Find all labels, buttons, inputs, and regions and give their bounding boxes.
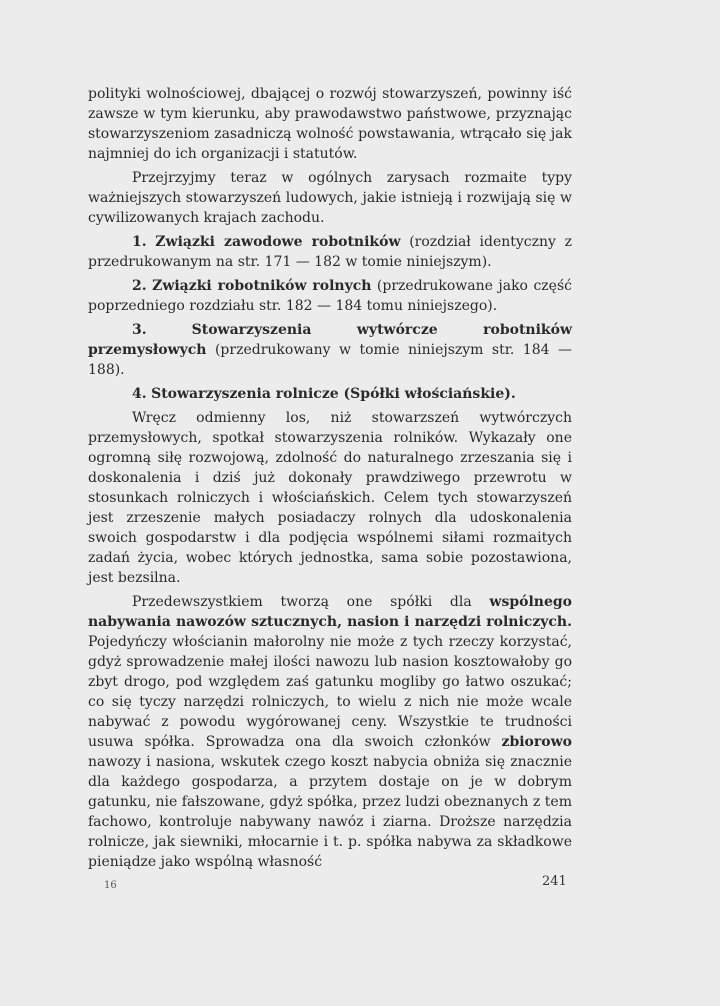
list-item-text: (przedrukowane jako część poprzedniego rozdziału str. 182 — 184 tomu niniejszego). [88, 278, 572, 314]
paragraph: polityki wolnościowej, dbającej o rozwój stowarzyszeń, powinny iść zawsze w tym kierunku, aby prawodawstwo państwowe, przyznając stowarzyszeniom zasadniczą wolność powstawania, wtrącało się jak najmniej do ich organizacji i statutów. [88, 86, 572, 162]
list-item-text: (rozdział identyczny z przedrukowanym na str. 171 — 182 w tomie niniejszym). [88, 234, 572, 270]
paragraph [88, 592, 572, 872]
section-number: 4. [132, 386, 147, 402]
list-item [88, 320, 572, 380]
paragraph-text: nawozy i nasiona, wskutek czego koszt nabycia obniża się znacznie dla każdego gospodarza, a przytem dostaje on je w dobrym gatunku, nie fałszowane, gdyż spółka, przez ludzi obeznanych z tem fachowo, kontroluje nabywany nawóz i ziarna. Droższe narzędzia rolnicze, jak siewniki, młocarnie i t. p. spółka nabywa za składkowe pieniądze jako wspólną własność [88, 754, 572, 870]
signature-mark: 16 [104, 880, 117, 891]
list-item-heading: Związki robotników rolnych [152, 278, 372, 294]
list-item-number: 1. [132, 234, 147, 250]
list-item-number: 3. [132, 322, 147, 338]
list-item-text: (przedrukowany w tomie niniejszym str. 184 — 188). [88, 342, 573, 378]
list-item [88, 276, 572, 316]
list-item-number: 2. [132, 278, 147, 294]
body-text [88, 84, 572, 872]
section-title: Stowarzyszenia rolnicze (Spółki włościańskie). [151, 386, 516, 402]
list-item [88, 232, 572, 272]
paragraph: Wręcz odmienny los, niż stowarzszeń wytwórczych przemysłowych, spotkał stowarzyszenia rolników. Wykazały one ogromną siłę rozwojową, zdolność do naturalnego zrzeszania się i doskonalenia i dziś już dokonały prawdziwego przewrotu w stosunkach rolniczych i włościańskich. Celem tych stowarzyszeń jest zrzeszenie małych posiadaczy rolnych dla udoskonalenia swoich gospodarstw i dla podjęcia wspólnemi siłami rozmaitych zadań życia, wobec których jednostka, sama sobie pozostawiona, jest bezsilna. [88, 410, 572, 586]
page-number: 241 [542, 874, 567, 889]
paragraph-text: Przedewszystkiem tworzą one spółki dla [132, 594, 472, 610]
section-heading [88, 384, 572, 404]
list-item-heading: Stowarzyszenia wytwórcze robotników przemysłowych [88, 322, 573, 358]
emphasis: zbiorowo [501, 734, 572, 750]
emphasis: wspólnego nabywania nawozów sztucznych, nasion i narzędzi rolniczych. [88, 594, 573, 630]
list-item-heading: Związki zawodowe robotników [155, 234, 401, 250]
paragraph: Przejrzyjmy teraz w ogólnych zarysach rozmaite typy ważniejszych stowarzyszeń ludowych, jakie istnieją i rozwijają się w cywilizowanych krajach zachodu. [88, 170, 572, 226]
paragraph-text: Pojedyńczy włościanin małorolny nie może z tych rzeczy korzystać, gdyż sprowadzenie małej ilości nawozu lub nasion kosztowałoby go zbyt drogo, pod względem zaś gatunku mogliby go łatwo oszukać; co się tyczy narzędzi rolniczych, to wielu z nich nie może wcale nabywać z powodu wygórowanej ceny. Wszystkie te trudności usuwa spółka. Sprowadza ona dla swoich członków [88, 634, 572, 750]
